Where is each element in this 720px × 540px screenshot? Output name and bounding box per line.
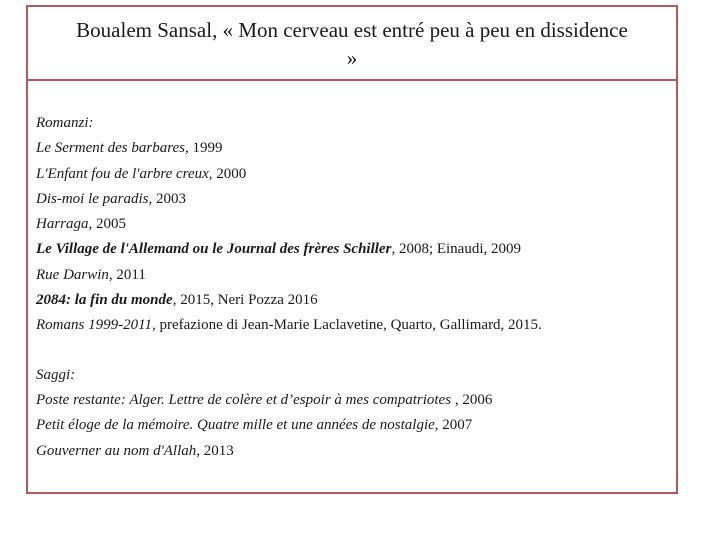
book-details: , 2015, Neri Pozza 2016 <box>172 292 318 309</box>
title-box <box>26 5 678 81</box>
book-title: 2084: la fin du monde <box>36 292 173 309</box>
book-title: Poste restante: Alger. Lettre de colère et d’espoir à mes compatriotes <box>36 391 452 408</box>
list-item <box>36 263 670 288</box>
list-item <box>36 413 670 438</box>
book-title: Rue Darwin <box>36 266 109 283</box>
list-item <box>36 439 670 464</box>
list-item <box>36 212 670 237</box>
book-details: , 2005 <box>88 216 127 233</box>
book-details: , prefazione di Jean-Marie Laclavetine, Quarto, Gallimard, 2015. <box>151 317 542 334</box>
book-details: , 2011 <box>108 266 146 283</box>
list-item <box>36 162 670 187</box>
book-details: , 2013 <box>196 442 234 459</box>
book-title: Harraga <box>36 216 89 233</box>
book-title: Petit éloge de la mémoire. Quatre mille et une années de nostalgie <box>36 417 435 434</box>
book-title: Gouverner au nom d'Allah <box>36 442 197 459</box>
section-heading-romanzi: Romanzi: <box>36 115 94 131</box>
list-item <box>36 313 670 338</box>
book-details: , 2000 <box>208 165 247 182</box>
slide-title: Boualem Sansal, « Mon cerveau est entré peu à peu en dissidence » <box>76 17 628 70</box>
book-details: , 2003 <box>148 190 186 207</box>
list-item <box>36 288 670 313</box>
section-heading-saggi: Saggi: <box>36 366 76 383</box>
book-title: Dis-moi le paradis <box>36 190 149 207</box>
section-spacer <box>36 339 670 363</box>
book-title: Romans 1999-2011 <box>36 317 152 334</box>
book-details: , 2008; Einaudi, 2009 <box>391 241 522 258</box>
list-item <box>36 136 670 161</box>
bibliography <box>36 111 670 464</box>
list-item <box>36 388 670 413</box>
list-item <box>36 187 670 212</box>
list-item <box>36 237 670 262</box>
book-details: , 2006 <box>451 391 493 408</box>
book-title: Le Village de l'Allemand ou le Journal des frères Schiller <box>36 241 392 258</box>
book-details: , 2007 <box>434 417 473 434</box>
book-details: , 1999 <box>185 140 223 157</box>
book-title: L'Enfant fou de l'arbre creux <box>36 165 209 182</box>
book-title: Le Serment des barbares <box>36 140 186 157</box>
content-box <box>26 79 678 494</box>
